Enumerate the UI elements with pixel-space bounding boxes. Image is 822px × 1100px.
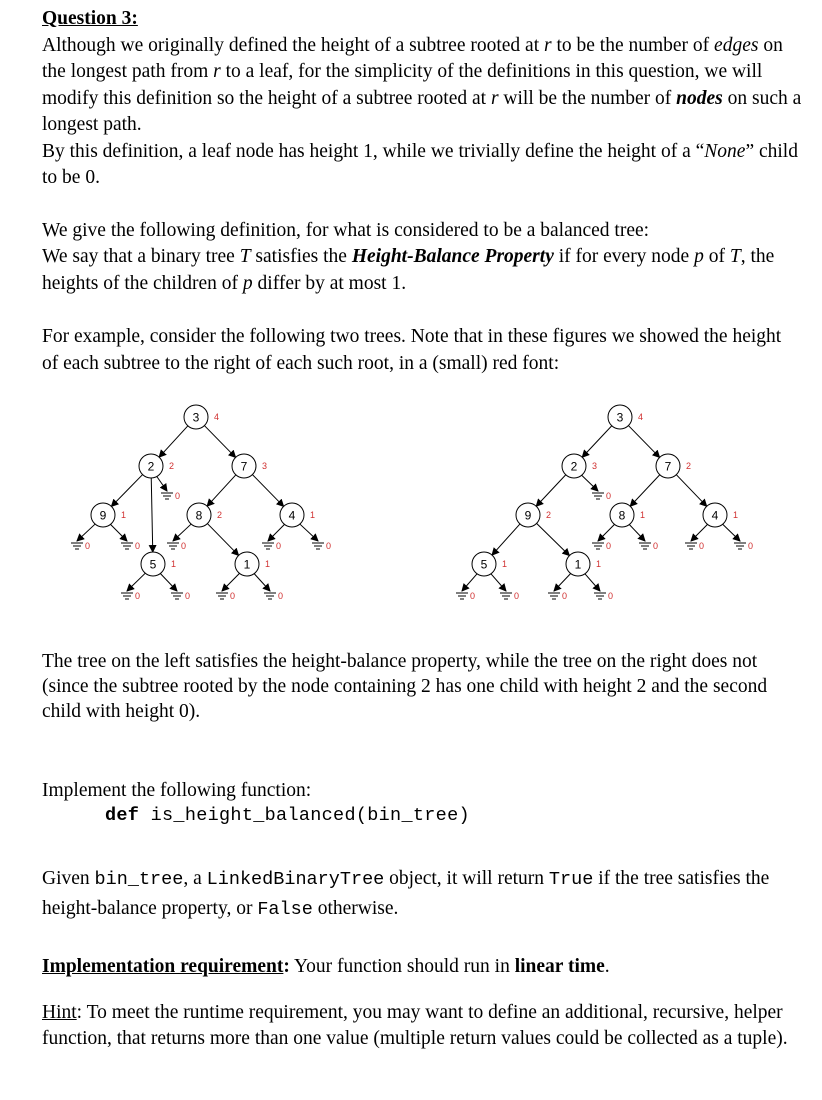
node-height-label: 1 (171, 559, 177, 569)
intro-text: on the longest path from (42, 34, 783, 82)
none-edge (157, 477, 167, 491)
tree-edge (111, 475, 142, 507)
intro-paragraph (42, 33, 802, 139)
none-height-label: 0 (562, 591, 568, 601)
definition-text: We say that a binary tree (42, 246, 240, 267)
none-edge (254, 574, 270, 591)
linear-time-emphasis: linear time (514, 956, 605, 977)
trees-diagram (0, 390, 822, 620)
tree-node-label: 7 (240, 459, 248, 474)
tree-node-label: 2 (147, 459, 155, 474)
definition-text: if for every node (553, 246, 695, 267)
node-height-label: 4 (214, 412, 220, 422)
tree-node-label: 3 (192, 410, 200, 425)
none-height-label: 0 (699, 541, 705, 551)
hint-text: : To meet the runtime requirement, you may want to define an additional, recursive, helper function, that returns more than one value (multiple return values could be collected as a tuple). (42, 1001, 788, 1049)
edges-emphasis: edges (714, 34, 759, 56)
var-r: r (213, 61, 221, 82)
question-title: Question 3: (42, 8, 138, 29)
none-edge (77, 524, 95, 541)
code-false: False (257, 899, 313, 920)
none-edge (691, 524, 708, 541)
given-text: Given (42, 868, 95, 889)
code-true: True (548, 869, 594, 890)
none-edge (582, 475, 598, 491)
tree-edge (630, 475, 660, 507)
tree-edge (537, 523, 570, 555)
intro-text: will be the number of (498, 87, 677, 109)
var-r: r (543, 34, 552, 56)
none-height-label: 0 (135, 591, 141, 601)
none-height-label: 0 (470, 591, 476, 601)
property-name: Height-Balance Property (351, 246, 554, 267)
none-height-label: 0 (606, 491, 612, 501)
requirement-text: Your function should run in (289, 956, 515, 977)
tree-node-label: 1 (243, 557, 251, 572)
var-p: p (694, 246, 704, 267)
tree-node-label: 3 (616, 410, 624, 425)
none-height-label: 0 (748, 541, 754, 551)
tree-edge (492, 524, 520, 555)
tree-edge (207, 524, 238, 556)
node-height-label: 1 (310, 510, 316, 520)
var-T: T (239, 246, 251, 267)
conclusion-paragraph: The tree on the left satisfies the height-balance property, while the tree on the right does not (since the subtree rooted by the node containing 2 has one child with height 2 and the second child with height 0). (42, 651, 768, 722)
leaf-text: By this definition, a leaf node has height 1, while we trivially define the height of a “ (42, 140, 705, 162)
node-height-label: 1 (121, 510, 127, 520)
var-p: p (242, 272, 253, 294)
node-height-label: 2 (169, 461, 175, 471)
tree-edge (628, 426, 659, 458)
node-height-label: 1 (596, 559, 602, 569)
none-edge (598, 524, 615, 541)
none-edge (723, 524, 740, 541)
none-height-label: 0 (326, 541, 332, 551)
tree-edge (151, 478, 153, 552)
leaf-height-paragraph (42, 139, 802, 192)
var-T: T (729, 246, 741, 267)
none-edge (554, 573, 571, 591)
none-height-label: 0 (230, 591, 236, 601)
code-class-name: LinkedBinaryTree (206, 869, 385, 890)
node-height-label: 1 (640, 510, 646, 520)
none-edge (268, 524, 285, 541)
tree-figures (0, 390, 822, 620)
node-height-label: 2 (217, 510, 223, 520)
tree-edge (204, 426, 235, 458)
hint-paragraph (42, 1000, 802, 1053)
intro-text: to a leaf, for the simplicity of the definitions in this question, we will modify this definition so the height of a subtree rooted at (42, 61, 763, 109)
none-edge (173, 524, 191, 541)
leaf-text: ” child to be 0. (42, 140, 798, 188)
definition-paragraph (42, 244, 802, 297)
none-edge (127, 573, 145, 591)
intro-text: on such a longest path. (42, 87, 802, 135)
function-signature (105, 803, 802, 828)
tree-node-label: 1 (574, 557, 582, 572)
definition-text: of (703, 246, 730, 267)
tree-node-label: 9 (524, 508, 532, 523)
requirement-label: Implementation requirement (42, 956, 284, 977)
none-height-label: 0 (608, 591, 614, 601)
requirement-colon: : (283, 956, 290, 977)
given-text: if the tree satisfies the height-balance property, or (42, 868, 770, 919)
node-height-label: 3 (262, 461, 268, 471)
var-r: r (490, 87, 499, 109)
requirement-paragraph (42, 954, 802, 981)
tree-node-label: 5 (480, 557, 488, 572)
none-height-label: 0 (606, 541, 612, 551)
intro-text: to be the number of (551, 34, 715, 56)
none-edge (300, 524, 318, 541)
none-edge (585, 574, 600, 591)
tree-node-label: 8 (195, 508, 203, 523)
none-edge (491, 574, 506, 591)
given-text: , a (183, 868, 207, 889)
tree-edge (582, 426, 612, 458)
none-edge (462, 574, 477, 591)
tree-node-label: 4 (711, 508, 719, 523)
none-height-label: 0 (175, 491, 181, 501)
none-height-label: 0 (514, 591, 520, 601)
def-keyword: def (105, 805, 140, 826)
tree-node-label: 9 (99, 508, 107, 523)
definition-text: satisfies the (250, 246, 352, 267)
hint-label: Hint (42, 1001, 77, 1023)
none-height-label: 0 (85, 541, 91, 551)
node-height-label: 4 (638, 412, 644, 422)
node-height-label: 1 (265, 559, 271, 569)
function-name: is_height_balanced(bin_tree) (139, 805, 470, 826)
tree-edge (159, 426, 188, 457)
none-edge (160, 573, 177, 591)
given-text: otherwise. (312, 898, 399, 919)
tree-edge (207, 475, 236, 506)
none-height-label: 0 (278, 591, 284, 601)
tree-node-label: 7 (664, 459, 672, 474)
code-bin-tree: bin_tree (94, 869, 184, 890)
given-text: object, it will return (384, 868, 549, 889)
node-height-label: 1 (733, 510, 739, 520)
none-height-label: 0 (653, 541, 659, 551)
tree-node-label: 2 (570, 459, 578, 474)
tree-edge (676, 475, 706, 507)
none-edge (222, 573, 239, 591)
tree-node-label: 5 (149, 557, 157, 572)
none-height-label: 0 (135, 541, 141, 551)
implement-text: Implement the following function: (42, 780, 312, 801)
tree-edge (252, 475, 283, 507)
none-height-label: 0 (185, 591, 191, 601)
tree-node-label: 4 (288, 508, 296, 523)
requirement-text: . (604, 956, 610, 977)
definition-text: differ by at most 1. (252, 272, 407, 294)
tree-edge (536, 475, 566, 507)
definition-text: , the heights of the children of (42, 246, 775, 294)
example-paragraph: For example, consider the following two trees. Note that in these figures we showed the height of each subtree to the right of each such root, in a (small) red font: (42, 326, 782, 374)
none-edge (110, 524, 127, 541)
node-height-label: 1 (502, 559, 508, 569)
given-paragraph (42, 864, 802, 924)
node-height-label: 3 (592, 461, 598, 471)
node-height-label: 2 (686, 461, 692, 471)
intro-text: Although we originally defined the height of a subtree rooted at (42, 34, 544, 56)
none-emphasis: None (704, 140, 746, 162)
definition-intro: We give the following definition, for what is considered to be a balanced tree: (42, 219, 650, 241)
node-height-label: 2 (546, 510, 552, 520)
tree-node-label: 8 (618, 508, 626, 523)
none-height-label: 0 (276, 541, 282, 551)
none-edge (629, 525, 645, 541)
none-height-label: 0 (181, 541, 187, 551)
nodes-emphasis: nodes (676, 87, 723, 109)
